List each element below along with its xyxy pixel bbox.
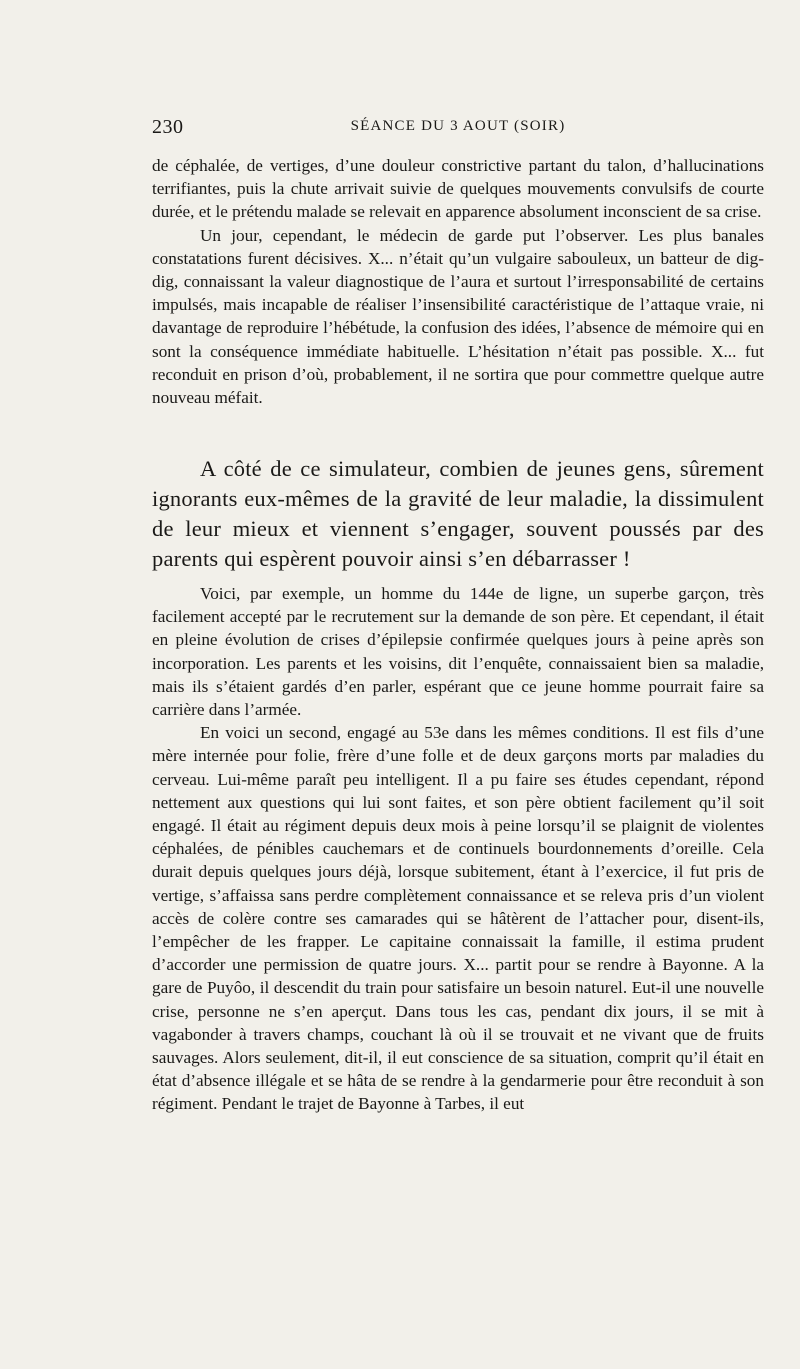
running-title: SÉANCE DU 3 AOUT (SOIR) bbox=[350, 118, 566, 134]
text-section-3 bbox=[152, 582, 764, 1116]
paragraph-4: Voici, par exemple, un homme du 144e de ligne, un superbe garçon, très facilement accepté par le recrutement sur la demande de son père. Et cependant, il était en pleine évolution de crises d’épilepsie confirmée quelques jours à peine après son incorporation. Les parents et les voisins, dit l’enquête, connaissaient bien sa maladie, mais ils s’étaient gardés d’en parler, espérant que ce jeune homme pourrait faire sa carrière dans l’armée. bbox=[152, 584, 764, 720]
paragraph-1: de céphalée, de vertiges, d’une douleur constrictive partant du talon, d’hallucinations terrifiantes, puis la chute arrivait suivie de quelques mouvements convulsifs de courte durée, et le prétendu malade se relevait en apparence absolument inconscient de sa crise. bbox=[152, 156, 764, 222]
paragraph-3-lead: A côté de ce simulateur, combien de jeunes gens, sûrement ignorants eux-mêmes de la gravité de leur maladie, la dissimulent de leur mieux et viennent s’engager, souvent poussés par des parents qui espèrent pouvoir ainsi s’en débarrasser ! bbox=[152, 456, 764, 571]
text-section-1 bbox=[152, 154, 764, 409]
page-header bbox=[152, 116, 764, 144]
text-section-2 bbox=[152, 454, 764, 574]
paragraph-5: En voici un second, engagé au 53e dans les mêmes conditions. Il est fils d’une mère internée pour folie, frère d’une folle et de deux garçons morts par maladies du cerveau. Lui-même paraît peu intelligent. Il a pu faire ses études cependant, répond nettement aux questions qui lui sont faites, et son père obtient facilement qu’il soit engagé. Il était au régiment depuis deux mois à peine lorsqu’il se plaignit de violentes céphalées, de pénibles cauchemars et de continuels bourdonnements d’oreille. Cela durait depuis quelques jours déjà, lorsque subitement, étant à l’exercice, il fut pris de vertige, s’affaissa sans perdre complètement connaissance et se releva pris d’un violent accès de colère contre ses camarades qui se hâtèrent de l’attacher pour, disent-ils, l’empêcher de les frapper. Le capitaine connaissait la famille, il estima prudent d’accorder une permission de quatre jours. X... partit pour se rendre à Bayonne. A la gare de Puyôo, il descendit du train pour satisfaire un besoin naturel. Eut-il une nouvelle crise, personne ne s’en aperçut. Dans tous les cas, pendant dix jours, il se mit à vagabonder à travers champs, couchant là où il se trouvait et ne vivant que de fruits sauvages. Alors seulement, dit-il, il eut conscience de sa situation, comprit qu’il était en état d’absence illégale et se hâta de se rendre à la gendarmerie pour être reconduit à son régiment. Pendant le trajet de Bayonne à Tarbes, il eut bbox=[152, 723, 764, 1114]
page-number: 230 bbox=[152, 116, 184, 138]
paragraph-2: Un jour, cependant, le médecin de garde put l’observer. Les plus banales constatations furent décisives. X... n’était qu’un vulgaire sabouleux, un batteur de dig-dig, connaissant la valeur diagnostique de l’aura et surtout l’irresponsabilité de certains impulsés, mais incapable de réaliser l’insensibilité caractéristique de l’attaque vraie, ni davantage de reproduire l’hébétude, la confusion des idées, l’absence de mémoire qui en sont la conséquence immédiate habituelle. L’hésitation n’était pas possible. X... fut reconduit en prison d’où, probablement, il ne sortira que pour commettre quelque autre nouveau méfait. bbox=[152, 225, 764, 408]
